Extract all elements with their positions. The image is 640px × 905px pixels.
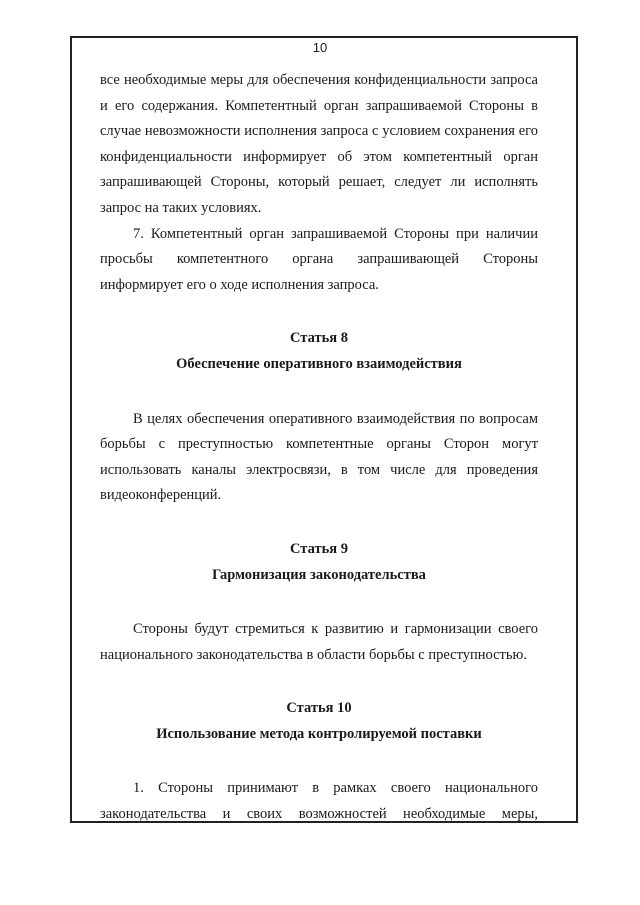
text-line: запрос на таких условиях. [100,199,262,216]
article-10-number: Статья 10 [286,700,352,717]
text-line: борьбы с преступностью компетентные органы Сторон могут [100,436,538,453]
article-9-title: Гармонизация законодательства [212,566,426,583]
text-line: запрашивающей Стороны, который решает, следует ли исполнять [100,174,538,191]
text-line: видеоконференций. [100,487,222,504]
article-10-title: Использование метода контролируемой поставки [156,725,482,742]
item-7-paragraph [100,222,538,299]
text-line: 1. Стороны принимают в рамках своего национального [133,780,538,797]
intro-paragraph [100,68,538,222]
text-line: информирует его о ходе исполнения запроса. [100,276,379,293]
article-10-paragraph [100,776,538,827]
article-9-paragraph [100,617,538,668]
text-line: национального законодательства в области борьбы с преступностью. [100,646,527,663]
text-line: конфиденциальности информирует об этом компетентный орган [100,148,538,165]
text-line: 7. Компетентный орган запрашиваемой Стороны при наличии [133,225,538,242]
text-line: и его содержания. Компетентный орган запрашиваемой Стороны в [100,97,538,114]
article-8-paragraph [100,407,538,509]
text-line: случае невозможности исполнения запроса с условием сохранения его [100,123,538,140]
article-8-title: Обеспечение оперативного взаимодействия [176,355,462,372]
text-line: все необходимые меры для обеспечения конфиденциальности запроса [100,72,538,88]
text-line: просьбы компетентного органа запрашивающей Стороны [100,251,538,268]
article-8-number: Статья 8 [290,330,348,347]
article-9-number: Статья 9 [290,540,348,557]
text-line: В целях обеспечения оперативного взаимодействия по вопросам [133,410,538,427]
text-line: использовать каналы электросвязи, в том числе для проведения [100,461,538,478]
document-body [100,68,538,828]
page-number: 10 [312,40,328,55]
text-line: Стороны будут стремиться к развитию и гармонизации своего [133,621,538,638]
text-line: законодательства и своих возможностей необходимые меры, [100,806,538,823]
